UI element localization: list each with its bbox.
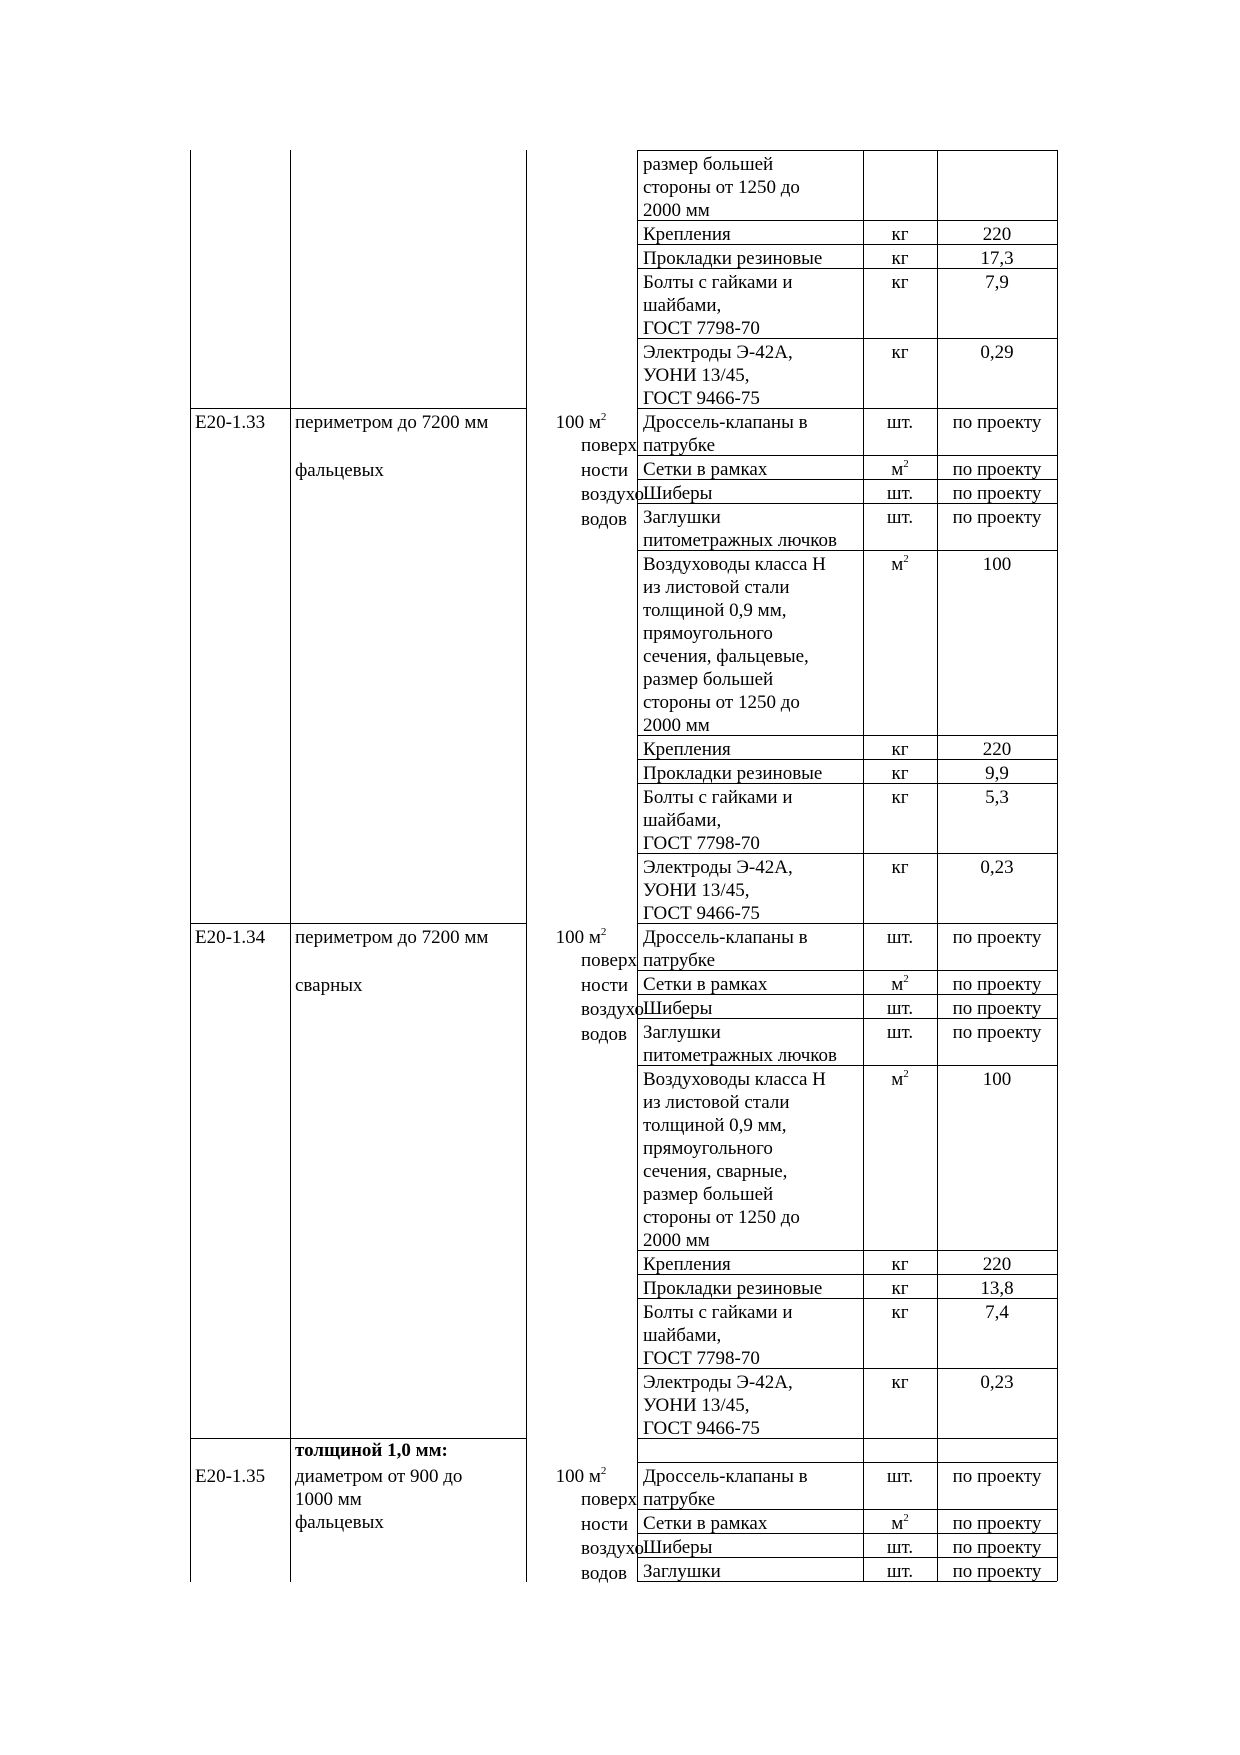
unit-cell-text: м bbox=[891, 554, 904, 575]
norm-description bbox=[295, 459, 384, 482]
material-name bbox=[643, 271, 793, 294]
unit-cell-text: м bbox=[891, 1513, 904, 1534]
material-name-text: УОНИ 13/45, bbox=[643, 880, 750, 901]
material-name-text: размер большей bbox=[643, 669, 774, 690]
material-name-text: Болты с гайками и bbox=[643, 272, 793, 293]
quantity-cell-text: по проекту bbox=[952, 974, 1042, 995]
meter-unit-text: водов bbox=[581, 1023, 627, 1045]
quantity-cell bbox=[917, 926, 1077, 949]
meter-unit-text: 100 м bbox=[555, 412, 601, 433]
unit-cell-superscript: 2 bbox=[903, 458, 909, 470]
norm-code bbox=[195, 1465, 265, 1488]
material-name bbox=[643, 247, 822, 270]
material-name bbox=[643, 458, 767, 481]
unit-cell-text: кг bbox=[891, 1302, 909, 1323]
unit-cell-text: кг bbox=[891, 342, 909, 363]
material-name bbox=[643, 1021, 721, 1044]
quantity-cell-text: 0,23 bbox=[980, 857, 1014, 878]
material-name-text: Электроды Э-42А, bbox=[643, 857, 793, 878]
material-name-text: УОНИ 13/45, bbox=[643, 365, 750, 386]
quantity-cell bbox=[917, 1301, 1077, 1324]
material-row-rule bbox=[637, 759, 1057, 760]
meter-unit bbox=[581, 1562, 627, 1585]
material-name-text: Шиберы bbox=[643, 998, 713, 1019]
material-name-text: Сетки в рамках bbox=[643, 459, 768, 480]
meter-unit-text: поверх bbox=[581, 950, 637, 971]
quantity-cell bbox=[917, 1560, 1077, 1583]
norm-description-text: сварных bbox=[295, 975, 363, 996]
unit-cell-text: м bbox=[891, 974, 904, 995]
material-name bbox=[643, 879, 749, 902]
norm-code bbox=[195, 411, 265, 434]
material-row-rule bbox=[637, 923, 1057, 924]
material-row-rule bbox=[637, 1274, 1057, 1275]
quantity-cell bbox=[917, 1371, 1077, 1394]
unit-cell-text: м bbox=[891, 1069, 904, 1090]
norm-description bbox=[295, 411, 488, 434]
material-row-rule bbox=[637, 244, 1057, 245]
material-name-text: Дроссель-клапаны в bbox=[643, 1466, 808, 1487]
column-rule-right bbox=[1057, 150, 1058, 1581]
unit-cell-text: шт. bbox=[886, 927, 914, 948]
quantity-cell bbox=[917, 1536, 1077, 1559]
quantity-cell-text: по проекту bbox=[952, 483, 1042, 504]
material-name bbox=[643, 553, 826, 576]
quantity-cell-text: 220 bbox=[982, 1254, 1012, 1275]
norm-code-text: Е20-1.34 bbox=[195, 927, 266, 948]
material-name-text: Прокладки резиновые bbox=[643, 248, 823, 269]
material-name-text: ГОСТ 9466-75 bbox=[643, 388, 760, 409]
material-name bbox=[643, 1277, 822, 1300]
material-name-text: шайбами, bbox=[643, 295, 722, 316]
column-rule-meter bbox=[526, 150, 527, 1582]
meter-unit-text: водов bbox=[581, 508, 627, 530]
material-row-rule bbox=[637, 1298, 1057, 1299]
quantity-cell-text: 0,29 bbox=[980, 342, 1014, 363]
material-name-text: ГОСТ 9466-75 bbox=[643, 1418, 760, 1439]
material-name bbox=[643, 1301, 793, 1324]
meter-unit bbox=[581, 974, 628, 997]
material-name bbox=[643, 576, 790, 599]
material-name bbox=[643, 1068, 826, 1091]
material-name-text: Дроссель-клапаны в bbox=[643, 412, 808, 433]
unit-cell-superscript: 2 bbox=[903, 553, 909, 565]
quantity-cell bbox=[917, 1512, 1077, 1535]
quantity-cell bbox=[917, 1277, 1077, 1300]
norm-description-text: фальцевых bbox=[295, 460, 384, 481]
material-name-text: шайбами, bbox=[643, 1325, 722, 1346]
material-name bbox=[643, 786, 793, 809]
quantity-cell bbox=[917, 553, 1077, 576]
unit-cell-text: шт. bbox=[886, 412, 914, 433]
material-name-text: из листовой стали bbox=[643, 577, 790, 598]
material-name bbox=[643, 434, 715, 457]
unit-cell-text: кг bbox=[891, 1372, 909, 1393]
quantity-cell-text: 13,8 bbox=[980, 1278, 1014, 1299]
unit-cell-text: кг bbox=[891, 1254, 909, 1275]
material-name bbox=[643, 1324, 721, 1347]
material-name-text: Дроссель-клапаны в bbox=[643, 927, 808, 948]
quantity-cell-text: 7,4 bbox=[985, 1302, 1009, 1323]
material-name-text: размер большей bbox=[643, 1184, 774, 1205]
unit-cell-superscript: 2 bbox=[903, 973, 909, 985]
material-name bbox=[643, 949, 715, 972]
meter-unit-text: поверх bbox=[581, 1489, 637, 1510]
material-name bbox=[643, 926, 808, 949]
material-name-text: Крепления bbox=[643, 224, 731, 245]
material-name-text: патрубке bbox=[643, 950, 716, 971]
material-row-rule bbox=[637, 1368, 1057, 1369]
material-name-text: Электроды Э-42А, bbox=[643, 342, 793, 363]
material-name-text: размер большей bbox=[643, 154, 774, 175]
material-name bbox=[643, 973, 767, 996]
material-name-text: Сетки в рамках bbox=[643, 974, 768, 995]
material-name-text: толщиной 0,9 мм, bbox=[643, 600, 787, 621]
material-name bbox=[643, 832, 760, 855]
meter-unit bbox=[581, 1537, 644, 1560]
material-name-text: 2000 мм bbox=[643, 715, 710, 736]
norm-description-text: 1000 мм bbox=[295, 1489, 362, 1510]
material-name bbox=[643, 622, 773, 645]
unit-cell-text: шт. bbox=[886, 1466, 914, 1487]
column-rule-name bbox=[637, 150, 638, 1581]
material-row-rule bbox=[637, 503, 1057, 504]
meter-unit bbox=[581, 1513, 628, 1536]
material-name-text: ГОСТ 7798-70 bbox=[643, 833, 760, 854]
quantity-cell bbox=[917, 786, 1077, 809]
quantity-cell-text: по проекту bbox=[952, 1537, 1042, 1558]
unit-cell-text: кг bbox=[891, 248, 909, 269]
material-name bbox=[643, 809, 721, 832]
material-name bbox=[643, 1160, 787, 1183]
norm-code-text: Е20-1.33 bbox=[195, 412, 266, 433]
material-row-rule bbox=[637, 408, 1057, 409]
section-heading-text: толщиной 1,0 мм: bbox=[295, 1440, 448, 1461]
material-name bbox=[643, 1371, 793, 1394]
material-name bbox=[643, 1206, 800, 1229]
quantity-cell-text: 100 bbox=[982, 1069, 1012, 1090]
quantity-cell bbox=[917, 341, 1077, 364]
unit-cell-superscript: 2 bbox=[903, 1512, 909, 1524]
material-name-text: УОНИ 13/45, bbox=[643, 1395, 750, 1416]
material-name bbox=[643, 762, 822, 785]
material-name bbox=[643, 411, 808, 434]
unit-cell-text: кг bbox=[891, 739, 909, 760]
unit-cell-text: кг bbox=[891, 763, 909, 784]
material-row-rule bbox=[637, 1533, 1057, 1534]
material-row-rule bbox=[637, 853, 1057, 854]
material-row-rule bbox=[637, 550, 1057, 551]
meter-unit-text: ности bbox=[581, 1513, 629, 1535]
meter-unit-text: воздухо bbox=[581, 484, 644, 505]
meter-unit-text: ности bbox=[581, 974, 629, 996]
quantity-cell bbox=[917, 1253, 1077, 1276]
quantity-cell bbox=[917, 411, 1077, 434]
quantity-cell-text: по проекту bbox=[952, 507, 1042, 528]
material-row-rule bbox=[637, 1250, 1057, 1251]
material-name bbox=[643, 738, 731, 761]
material-row-rule bbox=[637, 1438, 1057, 1439]
meter-unit-text: 100 м bbox=[555, 927, 601, 948]
material-name bbox=[643, 1560, 721, 1583]
entry-rule bbox=[190, 923, 526, 924]
meter-unit bbox=[581, 1023, 627, 1046]
meter-unit bbox=[581, 483, 644, 506]
material-name-text: стороны от 1250 до bbox=[643, 1207, 800, 1228]
material-name-text: Воздуховоды класса Н bbox=[643, 1069, 826, 1090]
column-rule-unit bbox=[863, 150, 864, 1581]
material-name-text: Шиберы bbox=[643, 483, 713, 504]
material-name-text: 2000 мм bbox=[643, 200, 710, 221]
material-name-text: Сетки в рамках bbox=[643, 1513, 768, 1534]
section-heading bbox=[295, 1439, 448, 1462]
quantity-cell bbox=[917, 506, 1077, 529]
material-name bbox=[643, 1114, 786, 1137]
quantity-cell bbox=[917, 856, 1077, 879]
meter-unit bbox=[581, 1488, 637, 1511]
material-name bbox=[643, 1394, 749, 1417]
entry-rule bbox=[190, 408, 526, 409]
meter-unit-superscript: 2 bbox=[600, 1465, 607, 1477]
material-name-text: питометражных лючков bbox=[643, 1045, 838, 1066]
quantity-cell-text: по проекту bbox=[952, 1466, 1042, 1487]
material-name-text: ГОСТ 7798-70 bbox=[643, 318, 760, 339]
material-name bbox=[643, 997, 712, 1020]
quantity-cell bbox=[917, 997, 1077, 1020]
quantity-cell-text: по проекту bbox=[952, 927, 1042, 948]
material-name-text: стороны от 1250 до bbox=[643, 692, 800, 713]
norm-description bbox=[295, 974, 363, 997]
unit-cell-text: шт. bbox=[886, 1537, 914, 1558]
material-name-text: толщиной 0,9 мм, bbox=[643, 1115, 787, 1136]
material-name bbox=[643, 294, 721, 317]
column-rule-qty bbox=[937, 150, 938, 1581]
material-name bbox=[643, 153, 773, 176]
quantity-cell-text: 7,9 bbox=[985, 272, 1009, 293]
norm-description-text: периметром до 7200 мм bbox=[295, 927, 489, 948]
quantity-cell-text: 220 bbox=[982, 224, 1012, 245]
quantity-cell bbox=[917, 1068, 1077, 1091]
material-name-text: ГОСТ 7798-70 bbox=[643, 1348, 760, 1369]
unit-cell-text: кг bbox=[891, 224, 909, 245]
meter-unit bbox=[581, 998, 644, 1021]
material-row-rule bbox=[637, 1462, 1057, 1463]
meter-unit-text: воздухо bbox=[581, 999, 644, 1020]
material-row-rule bbox=[637, 1509, 1057, 1510]
norm-description bbox=[295, 926, 488, 949]
quantity-cell-text: по проекту bbox=[952, 998, 1042, 1019]
material-name bbox=[643, 1229, 710, 1252]
material-name bbox=[643, 645, 809, 668]
quantity-cell-text: по проекту bbox=[952, 1561, 1042, 1582]
material-row-rule bbox=[637, 1018, 1057, 1019]
quantity-cell bbox=[917, 247, 1077, 270]
meter-unit bbox=[581, 459, 628, 482]
column-rule-code bbox=[190, 150, 191, 1582]
unit-cell-text: шт. bbox=[886, 483, 914, 504]
material-name-text: шайбами, bbox=[643, 810, 722, 831]
material-name-text: Заглушки bbox=[643, 1022, 721, 1043]
meter-unit bbox=[581, 434, 637, 457]
material-name bbox=[643, 506, 721, 529]
material-name bbox=[643, 714, 710, 737]
material-row-rule bbox=[637, 455, 1057, 456]
material-row-rule bbox=[637, 338, 1057, 339]
quantity-cell-text: 220 bbox=[982, 739, 1012, 760]
meter-unit-superscript: 2 bbox=[600, 926, 607, 938]
material-row-rule bbox=[637, 1581, 1057, 1582]
material-name-text: Заглушки bbox=[643, 507, 721, 528]
unit-cell-text: кг bbox=[891, 857, 909, 878]
material-name-text: Крепления bbox=[643, 1254, 731, 1275]
material-name bbox=[643, 1465, 808, 1488]
norm-description bbox=[295, 1511, 384, 1534]
norm-description bbox=[295, 1488, 362, 1511]
quantity-cell bbox=[917, 973, 1077, 996]
material-name-text: Заглушки bbox=[643, 1561, 721, 1582]
material-row-rule bbox=[637, 994, 1057, 995]
material-name-text: прямоугольного bbox=[643, 623, 773, 644]
norm-code bbox=[195, 926, 265, 949]
unit-cell-text: шт. bbox=[886, 1022, 914, 1043]
quantity-cell-text: 5,3 bbox=[985, 787, 1009, 808]
quantity-cell-text: 0,23 bbox=[980, 1372, 1014, 1393]
material-name bbox=[643, 1512, 767, 1535]
material-name bbox=[643, 199, 710, 222]
material-row-rule bbox=[637, 970, 1057, 971]
material-name bbox=[643, 856, 793, 879]
quantity-cell bbox=[917, 223, 1077, 246]
unit-cell-text: кг bbox=[891, 1278, 909, 1299]
quantity-cell bbox=[917, 1465, 1077, 1488]
material-name bbox=[643, 1488, 715, 1511]
norm-description-text: фальцевых bbox=[295, 1512, 384, 1533]
material-name-text: Шиберы bbox=[643, 1537, 713, 1558]
unit-cell-text: шт. bbox=[886, 998, 914, 1019]
material-name-text: Электроды Э-42А, bbox=[643, 1372, 793, 1393]
quantity-cell-text: 9,9 bbox=[985, 763, 1009, 784]
material-name-text: сечения, фальцевые, bbox=[643, 646, 809, 667]
material-name-text: патрубке bbox=[643, 435, 716, 456]
material-name bbox=[643, 317, 760, 340]
quantity-cell bbox=[917, 738, 1077, 761]
meter-unit-text: воздухо bbox=[581, 1538, 644, 1559]
material-name-text: прямоугольного bbox=[643, 1138, 773, 1159]
quantity-cell bbox=[917, 271, 1077, 294]
material-name bbox=[643, 1137, 773, 1160]
meter-unit-text: водов bbox=[581, 1562, 627, 1584]
material-name bbox=[643, 1536, 712, 1559]
material-name-text: Крепления bbox=[643, 739, 731, 760]
material-name bbox=[643, 1253, 731, 1276]
material-row-rule bbox=[637, 1557, 1057, 1558]
material-name bbox=[643, 364, 749, 387]
quantity-cell bbox=[917, 482, 1077, 505]
material-name-text: 2000 мм bbox=[643, 1230, 710, 1251]
material-row-rule bbox=[637, 220, 1057, 221]
material-name-text: Прокладки резиновые bbox=[643, 1278, 823, 1299]
material-name bbox=[643, 1183, 773, 1206]
material-row-rule bbox=[637, 479, 1057, 480]
material-name-text: Прокладки резиновые bbox=[643, 763, 823, 784]
norm-description-text: диаметром от 900 до bbox=[295, 1466, 463, 1487]
meter-unit bbox=[581, 949, 637, 972]
material-row-rule bbox=[637, 783, 1057, 784]
material-name-text: из листовой стали bbox=[643, 1092, 790, 1113]
material-name-text: сечения, сварные, bbox=[643, 1161, 788, 1182]
material-name-text: Болты с гайками и bbox=[643, 787, 793, 808]
material-name bbox=[643, 482, 712, 505]
material-name-text: патрубке bbox=[643, 1489, 716, 1510]
material-name bbox=[643, 1044, 837, 1067]
quantity-cell-text: 100 bbox=[982, 554, 1012, 575]
quantity-cell bbox=[917, 458, 1077, 481]
material-name bbox=[643, 1347, 760, 1370]
material-row-rule bbox=[637, 150, 1057, 151]
material-row-rule bbox=[637, 735, 1057, 736]
material-name bbox=[643, 599, 786, 622]
material-name bbox=[643, 668, 773, 691]
material-name bbox=[643, 902, 760, 925]
meter-unit-superscript: 2 bbox=[600, 411, 607, 423]
material-name-text: стороны от 1250 до bbox=[643, 177, 800, 198]
meter-unit-text: поверх bbox=[581, 435, 637, 456]
unit-cell-text: шт. bbox=[886, 507, 914, 528]
material-name bbox=[643, 529, 837, 552]
material-name-text: Болты с гайками и bbox=[643, 1302, 793, 1323]
material-name-text: Воздуховоды класса Н bbox=[643, 554, 826, 575]
meter-unit-text: 100 м bbox=[555, 1466, 601, 1487]
quantity-cell-text: по проекту bbox=[952, 459, 1042, 480]
material-name bbox=[643, 1091, 790, 1114]
quantity-cell bbox=[917, 1021, 1077, 1044]
unit-cell-text: кг bbox=[891, 787, 909, 808]
quantity-cell-text: по проекту bbox=[952, 1022, 1042, 1043]
unit-cell-text: кг bbox=[891, 272, 909, 293]
quantity-cell-text: по проекту bbox=[952, 1513, 1042, 1534]
material-row-rule bbox=[637, 268, 1057, 269]
quantity-cell-text: по проекту bbox=[952, 412, 1042, 433]
material-name bbox=[643, 341, 793, 364]
quantity-cell-text: 17,3 bbox=[980, 248, 1014, 269]
material-name bbox=[643, 691, 800, 714]
quantity-cell bbox=[917, 762, 1077, 785]
material-name bbox=[643, 387, 760, 410]
unit-cell-text: шт. bbox=[886, 1561, 914, 1582]
unit-cell-superscript: 2 bbox=[903, 1068, 909, 1080]
material-name bbox=[643, 176, 800, 199]
norm-description bbox=[295, 1465, 462, 1488]
column-rule-description bbox=[290, 150, 291, 1582]
norm-description-text: периметром до 7200 мм bbox=[295, 412, 489, 433]
unit-cell-text: м bbox=[891, 459, 904, 480]
material-name-text: ГОСТ 9466-75 bbox=[643, 903, 760, 924]
material-row-rule bbox=[637, 1065, 1057, 1066]
material-name bbox=[643, 1417, 760, 1440]
meter-unit bbox=[581, 508, 627, 531]
material-name-text: питометражных лючков bbox=[643, 530, 838, 551]
norm-code-text: Е20-1.35 bbox=[195, 1466, 266, 1487]
material-name bbox=[643, 223, 731, 246]
meter-unit-text: ности bbox=[581, 459, 629, 481]
